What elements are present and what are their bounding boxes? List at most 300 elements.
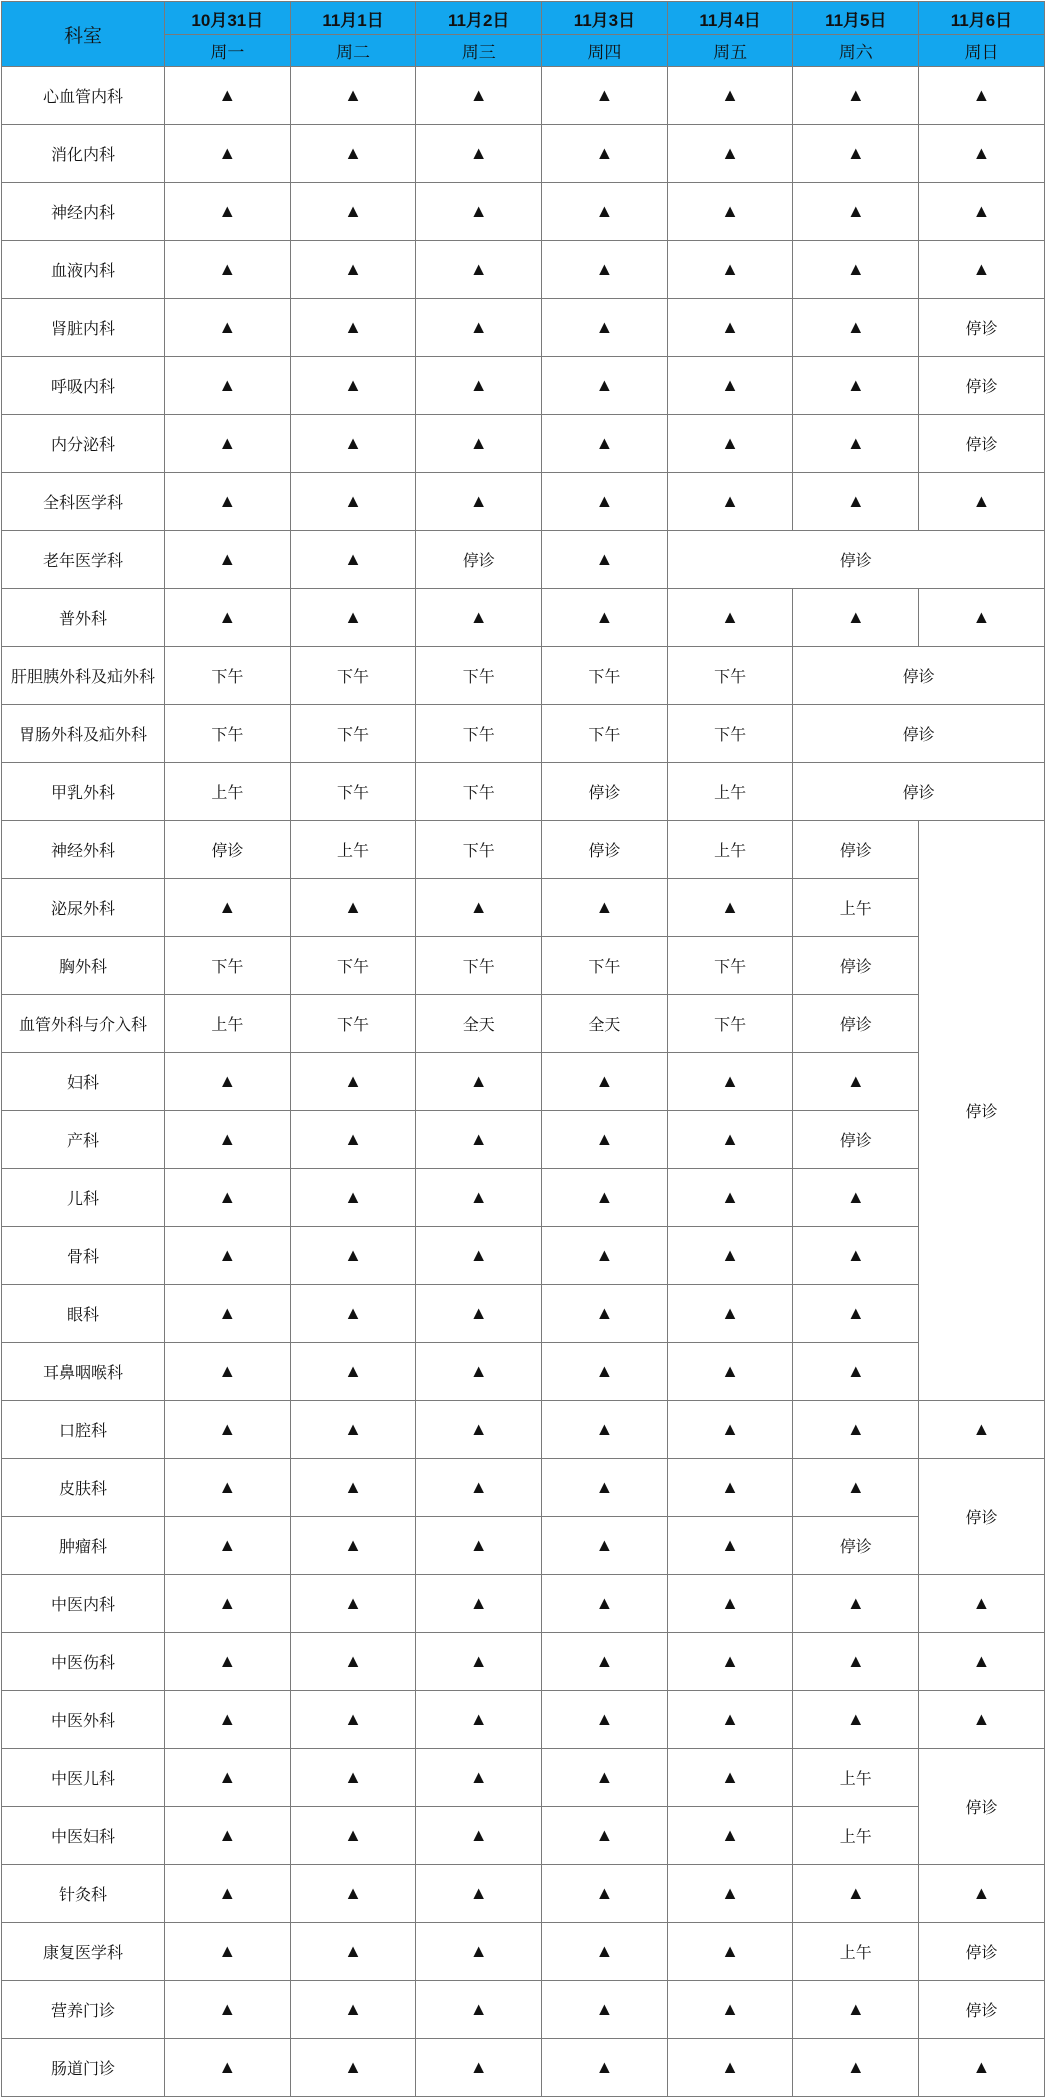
schedule-cell: ▲	[542, 1981, 668, 2039]
schedule-cell: ▲	[290, 1285, 416, 1343]
schedule-cell: ▲	[919, 1691, 1045, 1749]
table-row	[2, 67, 1045, 125]
table-row	[2, 1169, 1045, 1227]
schedule-cell: ▲	[290, 1981, 416, 2039]
schedule-cell: ▲	[416, 1285, 542, 1343]
department-name: 骨科	[2, 1227, 165, 1285]
schedule-cell: ▲	[416, 1923, 542, 1981]
table-row	[2, 821, 1045, 879]
department-name: 内分泌科	[2, 415, 165, 473]
schedule-cell: 停诊	[667, 531, 1044, 589]
schedule-cell: 停诊	[919, 1459, 1045, 1575]
schedule-cell: 停诊	[793, 763, 1044, 821]
schedule-cell: ▲	[542, 67, 668, 125]
schedule-cell: ▲	[542, 415, 668, 473]
table-row	[2, 357, 1045, 415]
schedule-cell: ▲	[667, 299, 793, 357]
schedule-cell: ▲	[667, 589, 793, 647]
schedule-cell: ▲	[667, 1169, 793, 1227]
schedule-cell: 下午	[416, 763, 542, 821]
table-row	[2, 241, 1045, 299]
schedule-cell: ▲	[165, 1981, 291, 2039]
schedule-cell: ▲	[165, 1343, 291, 1401]
schedule-cell: ▲	[165, 1227, 291, 1285]
schedule-cell: ▲	[542, 1401, 668, 1459]
department-name: 甲乳外科	[2, 763, 165, 821]
schedule-table	[1, 1, 1045, 2097]
schedule-cell: ▲	[667, 1285, 793, 1343]
schedule-cell: 下午	[290, 763, 416, 821]
schedule-cell: ▲	[290, 1749, 416, 1807]
schedule-cell: 停诊	[793, 821, 919, 879]
date-header: 11月5日	[793, 2, 919, 35]
schedule-cell: ▲	[416, 1459, 542, 1517]
table-row	[2, 1575, 1045, 1633]
schedule-cell: ▲	[165, 183, 291, 241]
department-name: 口腔科	[2, 1401, 165, 1459]
schedule-cell: 下午	[416, 647, 542, 705]
schedule-cell: ▲	[793, 589, 919, 647]
department-name: 心血管内科	[2, 67, 165, 125]
schedule-cell: ▲	[416, 1227, 542, 1285]
schedule-cell: 上午	[667, 763, 793, 821]
department-name: 胸外科	[2, 937, 165, 995]
schedule-cell: ▲	[416, 1517, 542, 1575]
schedule-cell: ▲	[165, 1749, 291, 1807]
schedule-cell: ▲	[165, 125, 291, 183]
schedule-cell: ▲	[290, 241, 416, 299]
schedule-cell: 停诊	[542, 821, 668, 879]
schedule-cell: 全天	[542, 995, 668, 1053]
schedule-cell: ▲	[919, 183, 1045, 241]
schedule-cell: ▲	[667, 1981, 793, 2039]
schedule-cell: ▲	[416, 1401, 542, 1459]
schedule-cell: ▲	[667, 125, 793, 183]
table-body	[2, 67, 1045, 2097]
schedule-cell: ▲	[542, 1111, 668, 1169]
weekday-header: 周日	[919, 35, 1045, 67]
schedule-cell: ▲	[793, 1633, 919, 1691]
schedule-cell: ▲	[416, 1691, 542, 1749]
schedule-cell: ▲	[290, 473, 416, 531]
schedule-cell: ▲	[542, 1053, 668, 1111]
table-row	[2, 1401, 1045, 1459]
table-row	[2, 1981, 1045, 2039]
department-name: 肾脏内科	[2, 299, 165, 357]
schedule-cell: ▲	[165, 1807, 291, 1865]
department-name: 肿瘤科	[2, 1517, 165, 1575]
schedule-cell: ▲	[542, 473, 668, 531]
schedule-cell: 下午	[290, 995, 416, 1053]
schedule-cell: ▲	[542, 1285, 668, 1343]
schedule-cell: ▲	[290, 1633, 416, 1691]
table-row	[2, 1923, 1045, 1981]
schedule-cell: 上午	[793, 1749, 919, 1807]
schedule-cell: 上午	[667, 821, 793, 879]
schedule-cell: 停诊	[793, 647, 1044, 705]
department-name: 胃肠外科及疝外科	[2, 705, 165, 763]
department-name: 肝胆胰外科及疝外科	[2, 647, 165, 705]
schedule-cell: 下午	[416, 821, 542, 879]
schedule-cell: ▲	[416, 1111, 542, 1169]
schedule-cell: 停诊	[793, 1111, 919, 1169]
date-header: 10月31日	[165, 2, 291, 35]
table-row	[2, 879, 1045, 937]
schedule-cell: ▲	[542, 241, 668, 299]
department-name: 中医伤科	[2, 1633, 165, 1691]
schedule-cell: ▲	[416, 241, 542, 299]
schedule-cell: ▲	[165, 1865, 291, 1923]
schedule-cell: ▲	[542, 1807, 668, 1865]
schedule-cell: ▲	[793, 1227, 919, 1285]
department-name: 消化内科	[2, 125, 165, 183]
schedule-cell: ▲	[542, 531, 668, 589]
schedule-cell: ▲	[416, 879, 542, 937]
schedule-cell: 停诊	[793, 937, 919, 995]
department-name: 耳鼻咽喉科	[2, 1343, 165, 1401]
schedule-cell: ▲	[290, 1053, 416, 1111]
table-row	[2, 1633, 1045, 1691]
schedule-cell: 停诊	[793, 1517, 919, 1575]
schedule-cell: ▲	[165, 1517, 291, 1575]
department-name: 产科	[2, 1111, 165, 1169]
schedule-cell: ▲	[416, 1343, 542, 1401]
schedule-cell: ▲	[290, 67, 416, 125]
schedule-cell: 下午	[542, 647, 668, 705]
schedule-cell: ▲	[919, 589, 1045, 647]
schedule-cell: ▲	[793, 1459, 919, 1517]
schedule-cell: ▲	[667, 1111, 793, 1169]
schedule-cell: 停诊	[542, 763, 668, 821]
schedule-cell: ▲	[542, 1459, 668, 1517]
schedule-cell: 下午	[667, 705, 793, 763]
schedule-cell: 上午	[793, 1923, 919, 1981]
schedule-cell: ▲	[290, 299, 416, 357]
schedule-cell: ▲	[416, 2039, 542, 2097]
table-row	[2, 1053, 1045, 1111]
schedule-cell: ▲	[667, 1923, 793, 1981]
department-name: 中医外科	[2, 1691, 165, 1749]
schedule-cell: ▲	[290, 1401, 416, 1459]
department-name: 皮肤科	[2, 1459, 165, 1517]
table-row	[2, 1865, 1045, 1923]
schedule-cell: ▲	[667, 357, 793, 415]
schedule-cell: 下午	[667, 995, 793, 1053]
date-header: 11月1日	[290, 2, 416, 35]
schedule-cell: ▲	[542, 1227, 668, 1285]
schedule-cell: ▲	[919, 1401, 1045, 1459]
weekday-header: 周四	[542, 35, 668, 67]
table-row	[2, 995, 1045, 1053]
schedule-cell: ▲	[290, 1923, 416, 1981]
schedule-cell: ▲	[542, 879, 668, 937]
table-row	[2, 531, 1045, 589]
schedule-cell: ▲	[290, 1807, 416, 1865]
schedule-cell: ▲	[793, 67, 919, 125]
schedule-cell: ▲	[667, 1865, 793, 1923]
schedule-cell: ▲	[290, 1343, 416, 1401]
schedule-cell: ▲	[919, 241, 1045, 299]
schedule-cell: 上午	[793, 879, 919, 937]
schedule-cell: ▲	[416, 1807, 542, 1865]
table-row	[2, 1517, 1045, 1575]
schedule-cell: 停诊	[793, 995, 919, 1053]
schedule-cell: ▲	[919, 1575, 1045, 1633]
schedule-cell: ▲	[793, 183, 919, 241]
schedule-cell: ▲	[667, 1053, 793, 1111]
schedule-cell: ▲	[793, 1285, 919, 1343]
schedule-cell: 停诊	[165, 821, 291, 879]
schedule-cell: 停诊	[919, 821, 1045, 1401]
schedule-cell: ▲	[290, 1865, 416, 1923]
schedule-cell: ▲	[416, 125, 542, 183]
table-row	[2, 125, 1045, 183]
schedule-cell: ▲	[667, 1633, 793, 1691]
schedule-cell: ▲	[919, 473, 1045, 531]
schedule-cell: ▲	[793, 299, 919, 357]
schedule-cell: ▲	[667, 879, 793, 937]
schedule-cell: ▲	[667, 1343, 793, 1401]
schedule-cell: ▲	[542, 1517, 668, 1575]
schedule-cell: ▲	[165, 531, 291, 589]
schedule-cell: ▲	[667, 1749, 793, 1807]
table-row	[2, 647, 1045, 705]
schedule-cell: 停诊	[919, 299, 1045, 357]
schedule-cell: ▲	[165, 357, 291, 415]
schedule-cell: 下午	[416, 705, 542, 763]
schedule-cell: ▲	[542, 589, 668, 647]
schedule-cell: ▲	[542, 1749, 668, 1807]
department-name: 老年医学科	[2, 531, 165, 589]
schedule-cell: ▲	[416, 299, 542, 357]
schedule-cell: ▲	[793, 241, 919, 299]
schedule-cell: ▲	[165, 1053, 291, 1111]
table-row	[2, 705, 1045, 763]
schedule-cell: ▲	[793, 1981, 919, 2039]
schedule-cell: ▲	[165, 1633, 291, 1691]
schedule-cell: 停诊	[793, 705, 1044, 763]
schedule-cell: ▲	[793, 1343, 919, 1401]
department-name: 中医妇科	[2, 1807, 165, 1865]
department-name: 全科医学科	[2, 473, 165, 531]
table-row	[2, 415, 1045, 473]
date-header: 11月2日	[416, 2, 542, 35]
schedule-cell: ▲	[416, 589, 542, 647]
schedule-cell: ▲	[290, 183, 416, 241]
schedule-cell: ▲	[667, 1517, 793, 1575]
schedule-cell: 下午	[416, 937, 542, 995]
department-name: 营养门诊	[2, 1981, 165, 2039]
schedule-cell: ▲	[542, 125, 668, 183]
table-row	[2, 299, 1045, 357]
schedule-cell: ▲	[793, 1401, 919, 1459]
date-header: 11月3日	[542, 2, 668, 35]
schedule-cell: ▲	[667, 2039, 793, 2097]
schedule-cell: 上午	[290, 821, 416, 879]
schedule-cell: ▲	[165, 1285, 291, 1343]
weekday-header: 周三	[416, 35, 542, 67]
table-row	[2, 1459, 1045, 1517]
schedule-cell: ▲	[793, 1053, 919, 1111]
schedule-cell: ▲	[165, 2039, 291, 2097]
table-row	[2, 1111, 1045, 1169]
department-name: 针灸科	[2, 1865, 165, 1923]
schedule-cell: ▲	[165, 473, 291, 531]
table-row	[2, 1343, 1045, 1401]
department-name: 神经内科	[2, 183, 165, 241]
schedule-cell: ▲	[165, 589, 291, 647]
schedule-cell: ▲	[165, 67, 291, 125]
schedule-cell: ▲	[416, 1749, 542, 1807]
schedule-cell: ▲	[290, 125, 416, 183]
table-row	[2, 1749, 1045, 1807]
schedule-cell: ▲	[919, 1865, 1045, 1923]
schedule-cell: 停诊	[919, 357, 1045, 415]
schedule-cell: ▲	[542, 1169, 668, 1227]
schedule-cell: 上午	[165, 995, 291, 1053]
weekday-header: 周六	[793, 35, 919, 67]
schedule-cell: ▲	[416, 1575, 542, 1633]
schedule-cell: ▲	[290, 1169, 416, 1227]
schedule-cell: 下午	[165, 647, 291, 705]
department-header: 科室	[2, 2, 165, 67]
schedule-cell: ▲	[793, 1865, 919, 1923]
schedule-cell: ▲	[667, 241, 793, 299]
schedule-cell: ▲	[290, 357, 416, 415]
schedule-cell: ▲	[667, 1459, 793, 1517]
schedule-cell: 停诊	[416, 531, 542, 589]
schedule-cell: ▲	[165, 415, 291, 473]
schedule-cell: ▲	[542, 1575, 668, 1633]
schedule-cell: ▲	[667, 1807, 793, 1865]
schedule-cell: 下午	[290, 705, 416, 763]
schedule-cell: ▲	[290, 531, 416, 589]
schedule-cell: ▲	[667, 67, 793, 125]
date-header: 11月6日	[919, 2, 1045, 35]
schedule-cell: ▲	[416, 1169, 542, 1227]
schedule-cell: ▲	[165, 1575, 291, 1633]
schedule-cell: ▲	[165, 1691, 291, 1749]
schedule-cell: ▲	[542, 1691, 668, 1749]
schedule-cell: 全天	[416, 995, 542, 1053]
schedule-cell: ▲	[165, 1169, 291, 1227]
schedule-cell: ▲	[290, 1111, 416, 1169]
schedule-cell: ▲	[416, 67, 542, 125]
table-row	[2, 473, 1045, 531]
schedule-cell: ▲	[290, 1575, 416, 1633]
table-row	[2, 763, 1045, 821]
schedule-cell: ▲	[793, 415, 919, 473]
schedule-cell: ▲	[416, 357, 542, 415]
schedule-cell: 下午	[165, 937, 291, 995]
schedule-cell: ▲	[793, 1169, 919, 1227]
schedule-cell: ▲	[667, 1575, 793, 1633]
schedule-cell: ▲	[290, 589, 416, 647]
schedule-cell: ▲	[165, 879, 291, 937]
department-name: 妇科	[2, 1053, 165, 1111]
department-name: 康复医学科	[2, 1923, 165, 1981]
schedule-cell: ▲	[793, 357, 919, 415]
schedule-cell: 上午	[165, 763, 291, 821]
department-name: 眼科	[2, 1285, 165, 1343]
schedule-cell: ▲	[165, 1401, 291, 1459]
department-name: 中医儿科	[2, 1749, 165, 1807]
schedule-cell: 下午	[290, 937, 416, 995]
schedule-cell: ▲	[542, 1923, 668, 1981]
schedule-cell: ▲	[290, 1691, 416, 1749]
schedule-cell: ▲	[416, 183, 542, 241]
schedule-cell: ▲	[416, 1633, 542, 1691]
schedule-cell: ▲	[542, 299, 668, 357]
schedule-cell: ▲	[290, 879, 416, 937]
department-name: 血管外科与介入科	[2, 995, 165, 1053]
table-row	[2, 937, 1045, 995]
schedule-cell: ▲	[290, 415, 416, 473]
schedule-cell: ▲	[542, 1343, 668, 1401]
table-row	[2, 2039, 1045, 2097]
department-name: 普外科	[2, 589, 165, 647]
schedule-cell: ▲	[165, 1923, 291, 1981]
department-name: 神经外科	[2, 821, 165, 879]
table-row	[2, 1227, 1045, 1285]
schedule-cell: ▲	[542, 357, 668, 415]
schedule-cell: 下午	[542, 937, 668, 995]
schedule-cell: ▲	[542, 1865, 668, 1923]
weekday-header: 周二	[290, 35, 416, 67]
schedule-cell: 下午	[667, 647, 793, 705]
schedule-cell: ▲	[542, 2039, 668, 2097]
schedule-cell: ▲	[667, 1401, 793, 1459]
schedule-cell: ▲	[542, 183, 668, 241]
department-name: 儿科	[2, 1169, 165, 1227]
schedule-cell: ▲	[165, 1459, 291, 1517]
schedule-cell: 下午	[667, 937, 793, 995]
schedule-cell: ▲	[290, 1517, 416, 1575]
weekday-header: 周一	[165, 35, 291, 67]
schedule-cell: ▲	[416, 1981, 542, 2039]
schedule-cell: 停诊	[919, 415, 1045, 473]
schedule-cell: 下午	[542, 705, 668, 763]
schedule-cell: ▲	[667, 1227, 793, 1285]
department-name: 肠道门诊	[2, 2039, 165, 2097]
table-row	[2, 1691, 1045, 1749]
schedule-cell: ▲	[290, 1459, 416, 1517]
schedule-cell: ▲	[919, 67, 1045, 125]
weekday-header: 周五	[667, 35, 793, 67]
table-row	[2, 589, 1045, 647]
schedule-cell: ▲	[290, 1227, 416, 1285]
schedule-cell: ▲	[542, 1633, 668, 1691]
department-name: 中医内科	[2, 1575, 165, 1633]
schedule-cell: 停诊	[919, 1749, 1045, 1865]
schedule-cell: ▲	[416, 473, 542, 531]
table-header	[2, 2, 1045, 67]
schedule-cell: 下午	[290, 647, 416, 705]
schedule-cell: ▲	[165, 299, 291, 357]
schedule-cell: ▲	[667, 1691, 793, 1749]
table-row	[2, 1807, 1045, 1865]
schedule-cell: ▲	[416, 415, 542, 473]
schedule-cell: ▲	[165, 1111, 291, 1169]
schedule-cell: ▲	[919, 125, 1045, 183]
schedule-cell: 停诊	[919, 1981, 1045, 2039]
schedule-cell: 上午	[793, 1807, 919, 1865]
table-row	[2, 183, 1045, 241]
schedule-cell: ▲	[667, 183, 793, 241]
schedule-cell: ▲	[667, 415, 793, 473]
department-name: 血液内科	[2, 241, 165, 299]
schedule-cell: 停诊	[919, 1923, 1045, 1981]
